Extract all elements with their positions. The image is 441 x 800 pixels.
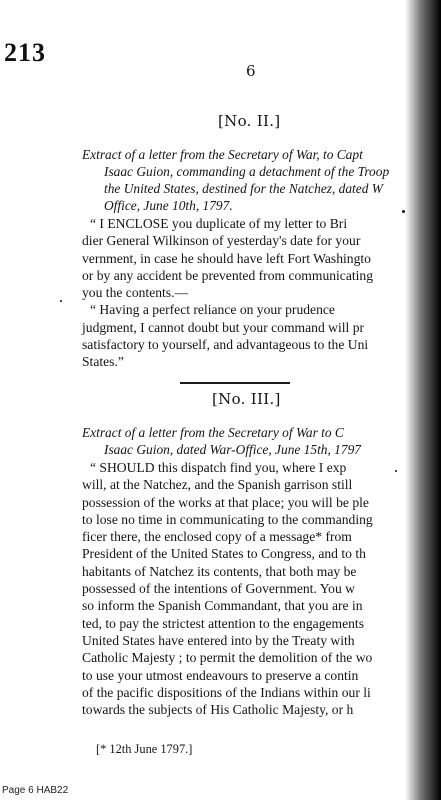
extract-line: the United States, destined for the Natchez, dated W xyxy=(104,181,383,196)
footnote: [* 12th June 1797.] xyxy=(96,742,193,756)
body-line: dier General Wilkinson of yesterday's date for your xyxy=(82,233,361,249)
body-line: judgment, I cannot doubt but your command will pr xyxy=(82,319,365,335)
extract-caption-no-iii xyxy=(82,424,441,458)
body-line: satisfactory to yourself, and advantageous to the Uni xyxy=(82,337,369,353)
body-line: “ Having a perfect reliance on your prudence xyxy=(90,302,335,318)
page-label: Page 6 HAB22 xyxy=(2,785,69,796)
body-line: President of the United States to Congress, and to th xyxy=(82,546,366,562)
body-line: habitants of Natchez its contents, that both may be xyxy=(82,563,357,579)
body-line: you the contents.— xyxy=(82,285,189,301)
body-line: ted, to pay the strictest attention to the engagements xyxy=(82,615,364,631)
body-line: States.” xyxy=(82,354,124,370)
section-divider xyxy=(180,382,290,384)
extract-line: Extract of a letter from the Secretary of War, to Capt xyxy=(82,147,363,162)
section-heading-no-iii: [No. III.] xyxy=(212,390,281,408)
body-line: to use your utmost endeavours to preserve a contin xyxy=(82,667,359,683)
body-line: towards the subjects of His Catholic Majesty, or h xyxy=(82,702,354,718)
scan-dark-edge xyxy=(405,0,441,800)
body-line: so inform the Spanish Commandant, that you are in xyxy=(82,598,363,614)
scan-speck xyxy=(402,210,405,213)
body-line: United States have entered into by the Treaty with xyxy=(82,632,355,648)
scan-speck xyxy=(395,470,397,472)
body-line: Catholic Majesty ; to permit the demolition of the wo xyxy=(82,650,373,666)
body-line: will, at the Natchez, and the Spanish garrison still xyxy=(82,477,353,493)
extract-line: Extract of a letter from the Secretary of War to C xyxy=(82,425,344,440)
body-line: to lose no time in communicating to the commanding xyxy=(82,511,373,527)
letter-body-no-iii xyxy=(82,459,441,718)
extract-line: Isaac Guion, dated War-Office, June 15th, 1797 xyxy=(104,442,361,457)
extract-line: Isaac Guion, commanding a detachment of the Troop xyxy=(104,164,390,179)
body-line: possessed of the intentions of Government. You w xyxy=(82,581,355,597)
body-line: ficer there, the enclosed copy of a message* from xyxy=(82,529,352,545)
body-line: or by any accident be prevented from communicating xyxy=(82,267,374,283)
body-line: “ SHOULD this dispatch find you, where I exp xyxy=(90,460,347,475)
page-number: 6 xyxy=(246,62,256,80)
body-line: of the pacific dispositions of the Indians within our li xyxy=(82,684,371,700)
extract-caption-no-ii xyxy=(82,146,441,214)
extract-line: Office, June 10th, 1797. xyxy=(104,198,233,213)
letter-body-no-ii xyxy=(82,215,441,371)
body-line: possession of the works at that place; you will be ple xyxy=(82,494,369,510)
scan-speck xyxy=(60,300,62,302)
folio-stamp: 213 xyxy=(4,38,46,67)
body-line: vernment, in case he should have left Fort Washingto xyxy=(82,250,371,266)
body-line: “ I ENCLOSE you duplicate of my letter to Bri xyxy=(90,216,348,231)
section-heading-no-ii: [No. II.] xyxy=(218,112,281,130)
